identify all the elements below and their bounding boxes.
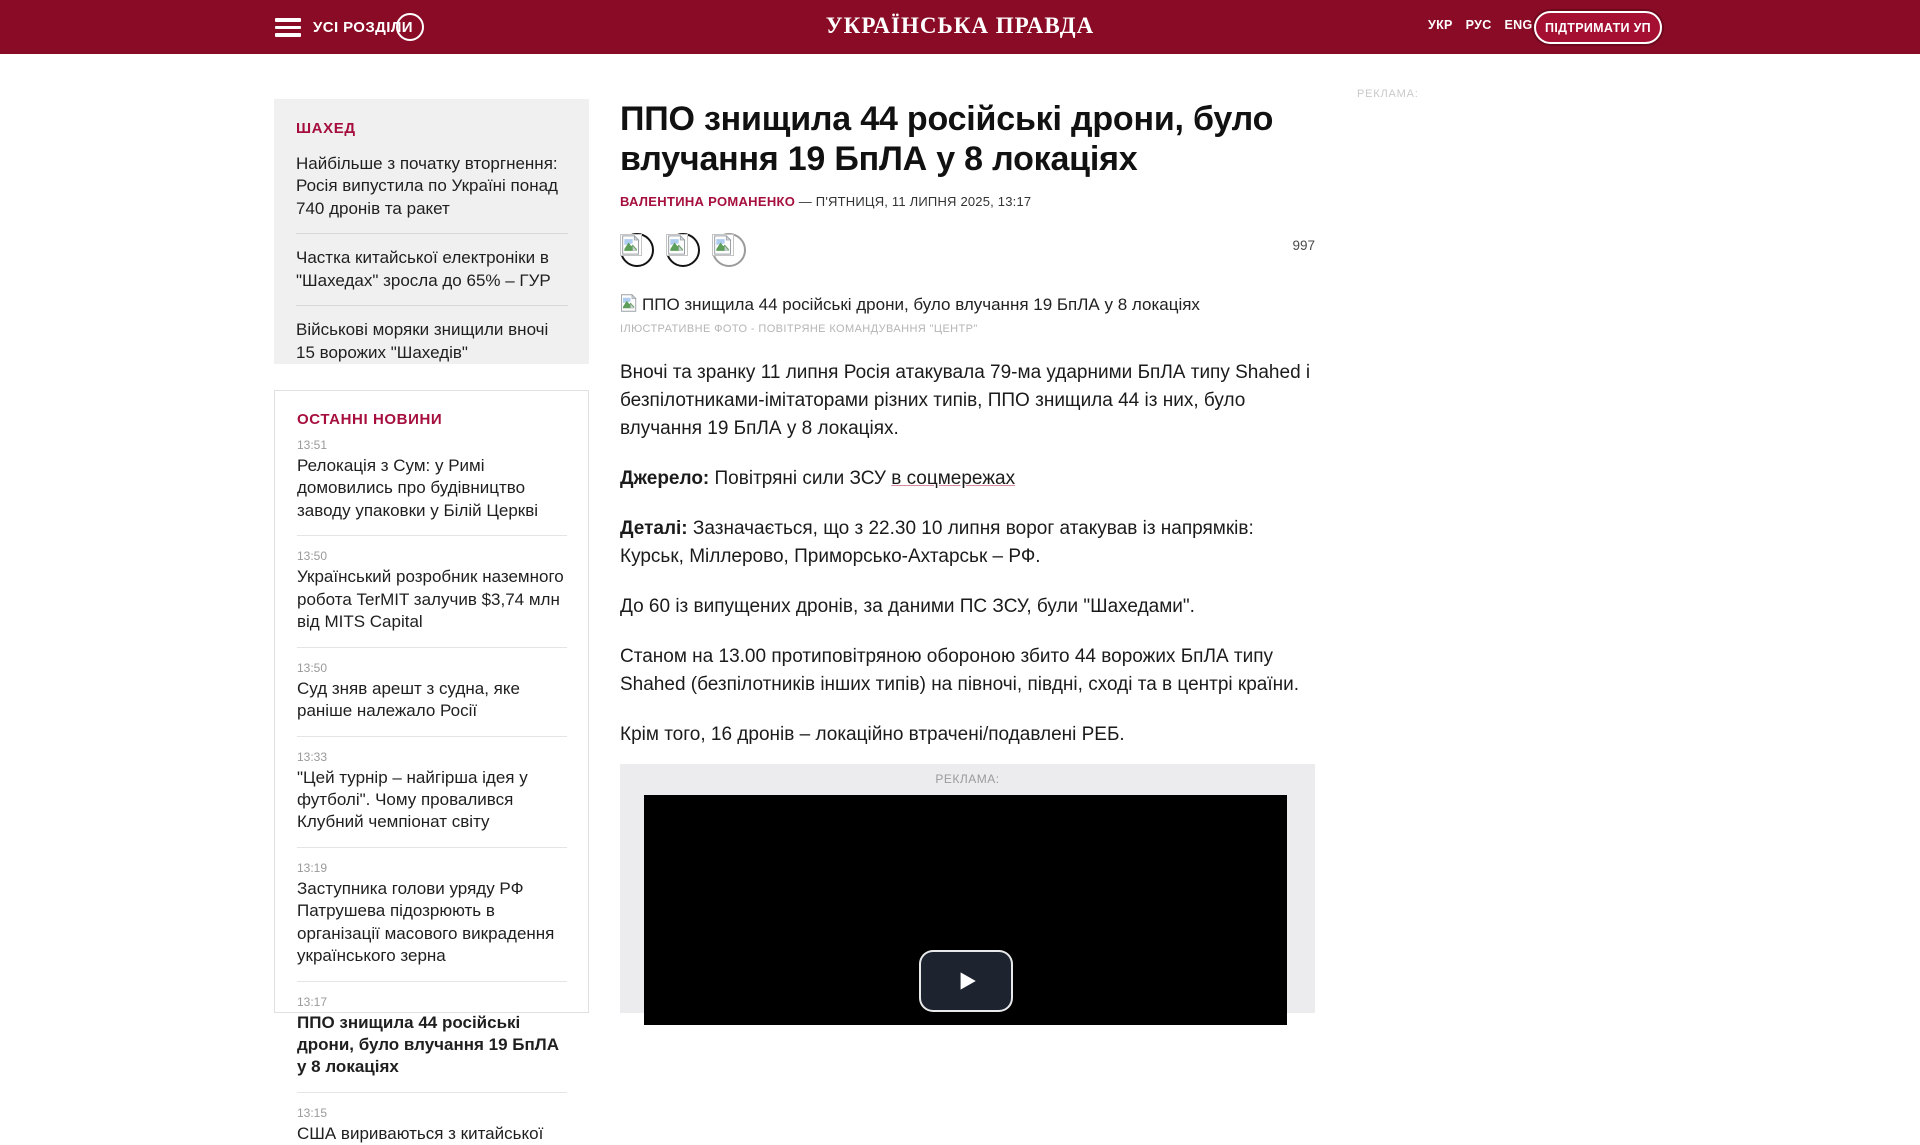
paragraph: До 60 із випущених дронів, за даними ПС ЗСУ, були "Шахедами". [620,596,1195,618]
news-link[interactable]: Релокація з Сум: у Римі домовились про будівництво заводу упаковки у Білій Церкві [297,456,539,520]
share-facebook-icon[interactable] [620,233,654,267]
language-switcher [1428,18,1533,32]
divider [297,647,567,648]
news-link[interactable]: "Цей турнір – найгірша ідея у футболі". Чому провалився Клубний чемпіонат світу [297,767,528,832]
list-item [297,549,567,633]
lang-eng[interactable]: ENG [1504,18,1533,32]
byline [620,194,1315,209]
news-link[interactable]: Український розробник наземного робота TerMIT залучив $3,74 млн від MITS Capital [297,567,564,632]
paragraph: Крім того, 16 дронів – локаційно втрачені/подавлені РЕБ. [620,724,1125,746]
share-twitter-icon[interactable] [666,233,700,267]
broken-image-icon [620,294,638,312]
latest-news-box [274,390,589,1143]
lang-rus[interactable]: РУС [1465,18,1492,32]
paragraph-details [620,515,1315,571]
list-item [297,750,567,834]
news-link[interactable]: США вириваються з китайської [297,1123,544,1143]
divider [297,847,567,848]
site-logo[interactable]: УКРАЇНСЬКА ПРАВДА [825,13,1095,38]
lang-ukr[interactable]: УКР [1428,18,1453,32]
divider [297,535,567,536]
ad-label: РЕКЛАМА: [935,772,1000,786]
views-count: 997 [1292,238,1315,254]
paragraph-source [620,465,1315,493]
news-time: 13:33 [297,749,328,764]
topic-news-link[interactable]: Військові моряки знищили вночі 15 ворожих "Шахедів" [296,320,549,362]
news-link[interactable]: Заступника голови уряду РФ Патрушева підозрюють в організації масового викрадення українського зерна [297,878,555,966]
author-link[interactable]: ВАЛЕНТИНА РОМАНЕНКО [620,194,796,210]
topic-box-shahed [274,99,589,364]
topic-news-link[interactable]: Частка китайської електроніки в "Шахедах" зросла до 65% – ГУР [296,248,551,290]
publish-date: — П'ЯТНИЦЯ, 11 ЛИПНЯ 2025, 13:17 [798,194,1032,210]
divider [296,305,568,306]
image-alt-text: ППО знищила 44 російські дрони, було влучання 19 БпЛА у 8 локаціях [642,295,1200,315]
search-icon[interactable] [396,13,424,41]
play-icon [953,968,979,994]
details-label: Деталі: [620,518,688,540]
article [620,99,1315,771]
news-time: 13:50 [297,660,328,675]
latest-news-title: ОСТАННІ НОВИНИ [297,411,443,428]
details-text: Зазначається, що з 22.30 10 липня ворог атакував із напрямків: Курськ, Міллерово, Приморсько-Ахтарськ – РФ. [620,518,1254,568]
site-header [0,0,1920,54]
list-item [297,1106,567,1145]
news-time: 13:51 [297,438,328,452]
all-sections-button[interactable]: УСІ РОЗДІЛИ [313,19,413,36]
news-link[interactable]: Суд зняв арешт з судна, яке раніше належало Росії [297,678,520,721]
news-time: 13:15 [297,1105,328,1120]
source-label: Джерело: [620,468,710,490]
paragraph: Вночі та зранку 11 липня Росія атакувала 79-ма ударними БпЛА типу Shahed і безпілотниками-імітаторами різних типів, ППО знищила 44 із них, було влучання 19 БпЛА у 8 локаціях. [620,362,1311,440]
share-telegram-icon[interactable] [712,233,746,267]
broken-image-icon [620,234,642,256]
broken-image-icon [666,234,688,256]
right-ad-label: РЕКЛАМА: [1357,88,1419,100]
news-time: 13:19 [297,860,328,875]
divider [297,736,567,737]
news-time: 13:50 [297,549,328,564]
news-time: 13:17 [297,994,328,1009]
image-caption: ІЛЮСТРАТИВНЕ ФОТО - ПОВІТРЯНЕ КОМАНДУВАННЯ "ЦЕНТР" [620,323,978,336]
divider [297,981,567,982]
play-button[interactable] [919,950,1013,1012]
inline-ad-block [620,764,1315,1013]
divider [296,233,568,234]
divider [297,1092,567,1093]
broken-image-icon [712,234,734,256]
video-player[interactable] [644,795,1287,1025]
article-title: ППО знищила 44 російські дрони, було влучання 19 БпЛА у 8 локаціях [620,100,1274,179]
paragraph: Станом на 13.00 протиповітряною обороною збито 44 ворожих БпЛА типу Shahed (безпілотників інших типів) на півночі, півдні, сході та в центрі країни. [620,646,1300,696]
list-item [297,995,567,1079]
list-item [297,861,567,968]
hamburger-menu-icon[interactable] [275,18,301,37]
article-image-broken [620,294,1315,315]
share-row [620,232,1315,268]
source-text: Повітряні сили ЗСУ [709,468,892,490]
list-item [297,661,567,723]
source-link[interactable]: в соцмережах [891,468,1016,490]
support-up-button[interactable]: ПІДТРИМАТИ УП [1534,11,1662,44]
topic-box-title: ШАХЕД [296,120,356,137]
topic-news-link[interactable]: Найбільше з початку вторгнення: Росія випустила по Україні понад 740 дронів та ракет [296,154,558,218]
news-link-current[interactable]: ППО знищила 44 російські дрони, було влучання 19 БпЛА у 8 локаціях [297,1012,559,1077]
list-item [297,438,567,522]
